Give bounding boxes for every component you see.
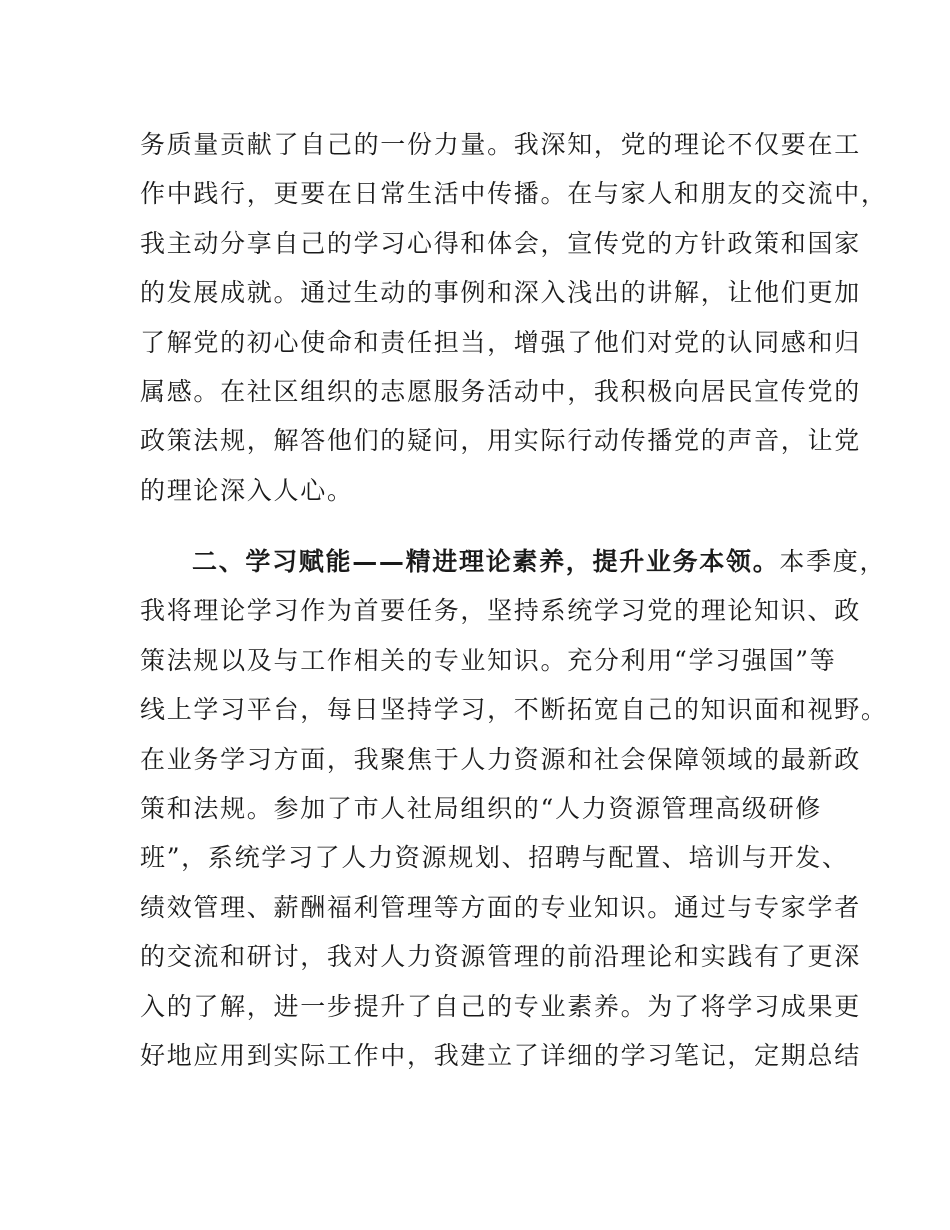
text-line: 的理论深入人心。 — [140, 475, 354, 505]
text-line: 我主动分享自己的学习心得和体会，宣传党的方针政策和国家 — [140, 228, 861, 258]
text-line: 的发展成就。通过生动的事例和深入浅出的讲解，让他们更加 — [140, 278, 861, 308]
paragraph-1 — [140, 120, 888, 515]
text-line: 策法规以及与工作相关的专业知识。充分利用“学习强国”等 — [140, 645, 837, 675]
text-line: 好地应用到实际工作中，我建立了详细的学习笔记，定期总结 — [140, 1040, 861, 1070]
text-line: 策和法规。参加了市人社局组织的“人力资源管理高级研修 — [140, 793, 822, 823]
text-line: 我将理论学习作为首要任务，坚持系统学习党的理论知识、政 — [140, 596, 861, 626]
section-heading-line — [140, 537, 887, 586]
text-line: 入的了解，进一步提升了自己的专业素养。为了将学习成果更 — [140, 991, 861, 1021]
text-line: 线上学习平台，每日坚持学习，不断拓宽自己的知识面和视野。 — [140, 695, 888, 725]
paragraph-2 — [140, 537, 888, 1080]
heading-continuation: 本季度， — [779, 547, 887, 576]
text-line: 了解党的初心使命和责任担当，增强了他们对党的认同感和归 — [140, 327, 861, 357]
text-line: 的交流和研讨，我对人力资源管理的前沿理论和实践有了更深 — [140, 942, 861, 972]
text-line: 政策法规，解答他们的疑问，用实际行动传播党的声音，让党 — [140, 426, 861, 456]
text-line: 绩效管理、薪酬福利管理等方面的专业知识。通过与专家学者 — [140, 892, 861, 922]
text-line: 属感。在社区组织的志愿服务活动中，我积极向居民宣传党的 — [140, 376, 861, 406]
text-line: 班”，系统学习了人力资源规划、招聘与配置、培训与开发、 — [140, 843, 849, 873]
text-line: 作中践行，更要在日常生活中传播。在与家人和朋友的交流中， — [140, 179, 888, 209]
section-heading: 二、学习赋能——精进理论素养，提升业务本领。 — [192, 547, 780, 576]
text-line: 在业务学习方面，我聚焦于人力资源和社会保障领域的最新政 — [140, 744, 861, 774]
text-line: 务质量贡献了自己的一份力量。我深知，党的理论不仅要在工 — [140, 130, 861, 159]
